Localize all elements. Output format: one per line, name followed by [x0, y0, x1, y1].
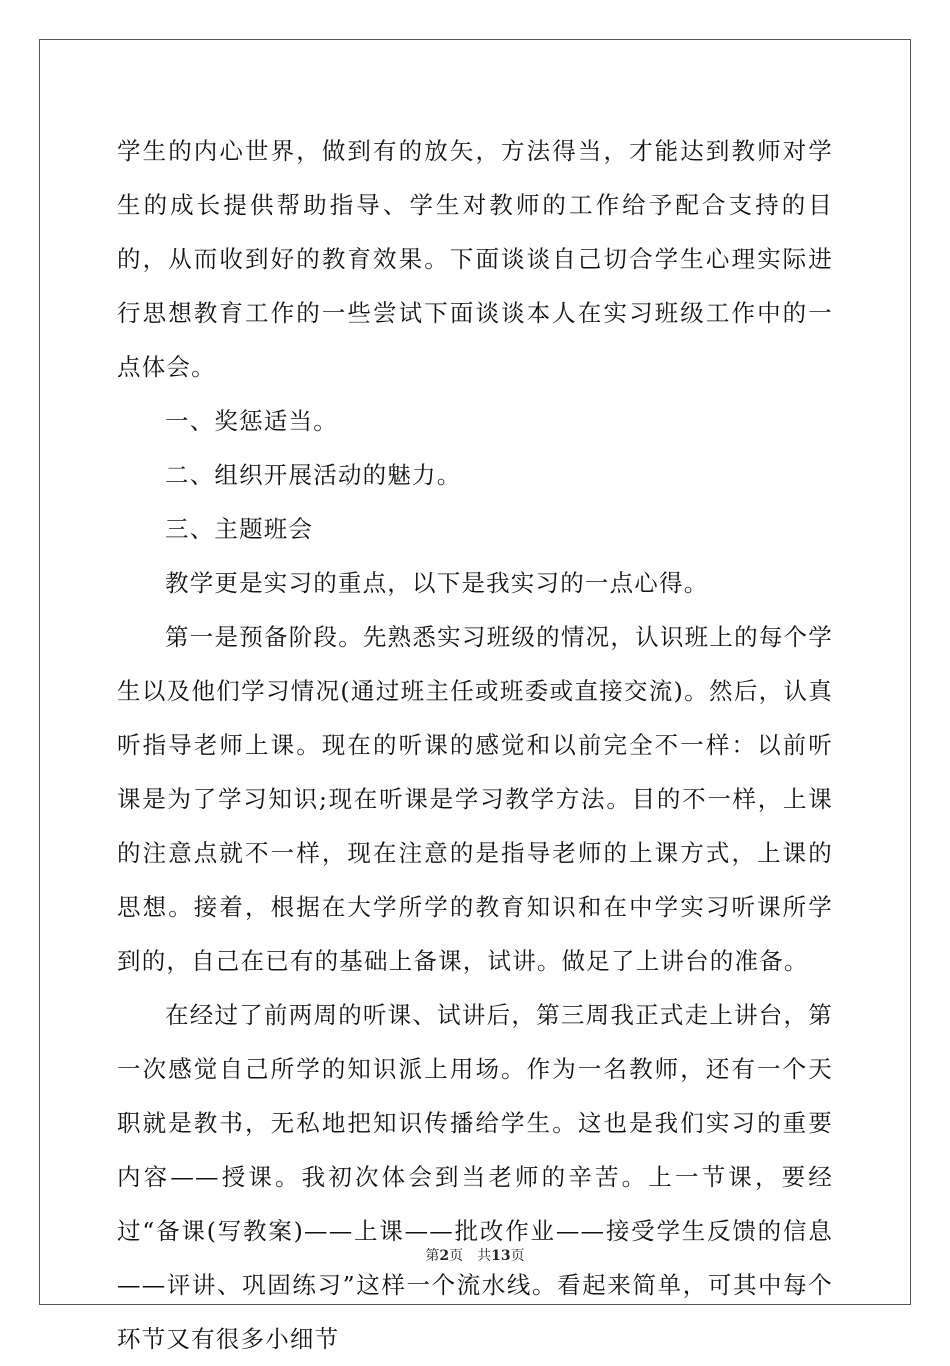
paragraph-4: 三、主题班会 — [165, 515, 314, 543]
page-prefix: 第 — [425, 1248, 440, 1264]
page-current: 2 — [439, 1248, 450, 1264]
total-unit: 页 — [510, 1248, 525, 1264]
paragraph-7: 在经过了前两周的听课、试讲后，第三周我正式走上讲台，第一次感觉自己所学的知识派上用场。作为一名教师，还有一个天职就是教书，无私地把知识传播给学生。这也是我们实习的重要内容——授课。我初次体会到当老师的辛苦。上一节课，要经过“备课(写教案)——上课——批改作业——接受学生反馈的信息——评讲、巩固练习”这样一个流水线。看起来简单，可其中每个环节又有很多小细节 — [117, 1001, 833, 1353]
page-footer — [0, 1247, 950, 1265]
page-unit: 页 — [449, 1248, 464, 1264]
paragraph-3: 二、组织开展活动的魅力。 — [165, 461, 462, 489]
paragraph-2: 一、奖惩适当。 — [165, 407, 338, 435]
page-total: 13 — [491, 1248, 511, 1264]
total-prefix: 共 — [477, 1248, 492, 1264]
paragraph-6: 第一是预备阶段。先熟悉实习班级的情况，认识班上的每个学生以及他们学习情况(通过班主任或班委或直接交流)。然后，认真听指导老师上课。现在的听课的感觉和以前完全不一样：以前听课是为了学习知识;现在听课是学习教学方法。目的不一样，上课的注意点就不一样，现在注意的是指导老师的上课方式，上课的思想。接着，根据在大学所学的教育知识和在中学实习听课所学到的，自己在已有的基础上备课，试讲。做足了上讲台的准备。 — [117, 623, 833, 975]
paragraph-1: 学生的内心世界，做到有的放矢，方法得当，才能达到教师对学生的成长提供帮助指导、学生对教师的工作给予配合支持的目的，从而收到好的教育效果。下面谈谈自己切合学生心理实际进行思想教育工作的一些尝试下面谈谈本人在实习班级工作中的一点体会。 — [117, 137, 833, 381]
paragraph-5: 教学更是实习的重点，以下是我实习的一点心得。 — [165, 569, 709, 597]
document-body — [117, 124, 833, 1366]
